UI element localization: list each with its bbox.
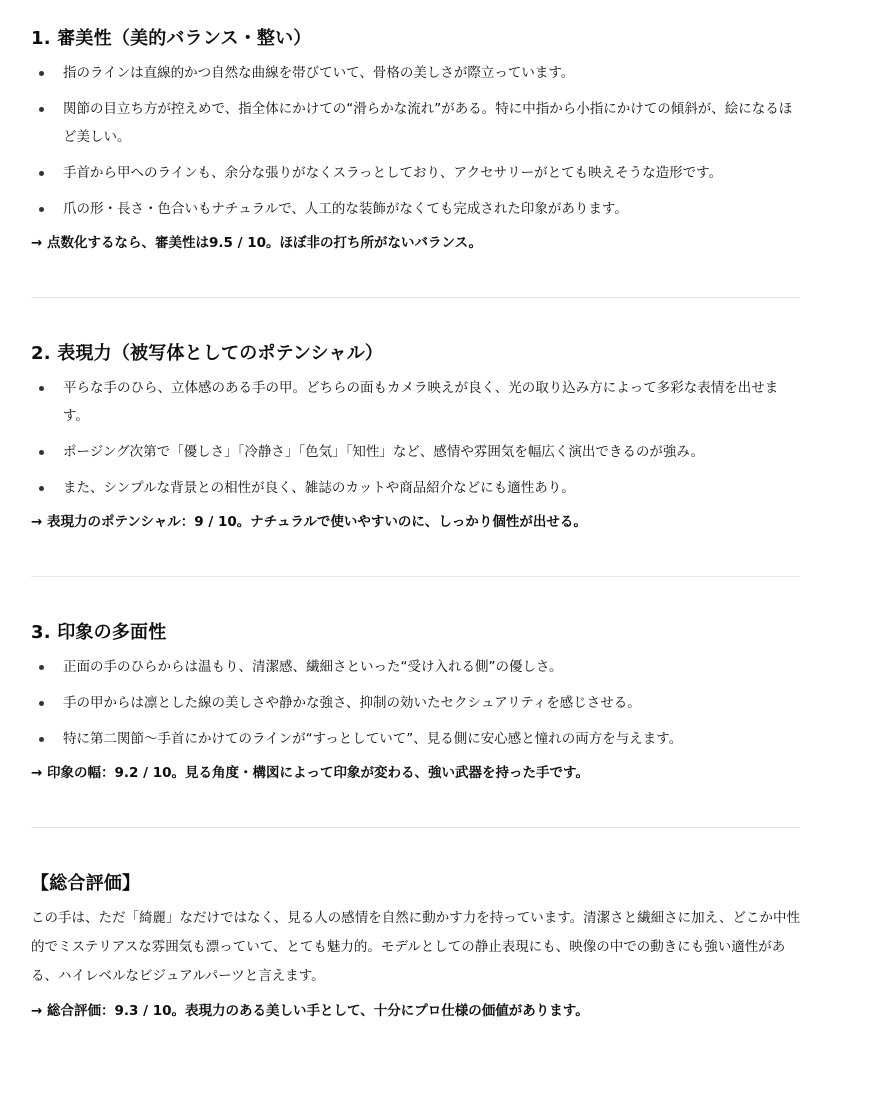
list-item-text: 手の甲からは凛とした線の美しさや静かな強さ、抑制の効いたセクシュアリティを感じさせる。 xyxy=(63,695,641,711)
list-item xyxy=(31,59,800,87)
section-heading: 【総合評価】 xyxy=(31,873,141,894)
list-item-text: 関節の目立ち方が控えめで、指全体にかけての“滑らかな流れ”がある。特に中指から小指にかけての傾斜が、絵になるほど美しい。 xyxy=(63,101,793,145)
bullet-dot xyxy=(39,107,44,112)
section-summary: → 印象の幅：9.2 / 10。見る角度・構図によって印象が変わる、強い武器を持った手です。 xyxy=(31,765,589,781)
section-summary: → 表現力のポテンシャル：9 / 10。ナチュラルで使いやすいのに、しっかり個性が出せる。 xyxy=(31,514,587,530)
section-heading: 2. 表現力（被写体としてのポテンシャル） xyxy=(31,343,384,364)
list-item-text: 手首から甲へのラインも、余分な張りがなくスラっとしており、アクセサリーがとても映えそうな造形です。 xyxy=(63,165,723,181)
section-aesthetics xyxy=(31,0,800,255)
list-item xyxy=(31,689,800,717)
bullet-list xyxy=(31,653,800,753)
list-item-text: ポージング次第で「優しさ」「冷静さ」「色気」「知性」など、感情や雰囲気を幅広く演出できるのが強み。 xyxy=(63,444,705,460)
overall-summary: → 総合評価：9.3 / 10。表現力のある美しい手として、十分にプロ仕様の価値があります。 xyxy=(31,1003,589,1019)
bullet-dot xyxy=(39,450,44,455)
section-heading: 3. 印象の多面性 xyxy=(31,622,167,643)
section-impression xyxy=(31,577,800,785)
bullet-dot xyxy=(39,207,44,212)
section-heading: 1. 審美性（美的バランス・整い） xyxy=(31,28,312,49)
list-item xyxy=(31,195,800,223)
overall-paragraph: この手は、ただ「綺麗」なだけではなく、見る人の感情を自然に動かす力を持っています。清潔さと繊細さに加え、どこか中性的でミステリアスな雰囲気も漂っていて、とても魅力的。モデルとしての静止表現にも、映像の中での動きにも強い適性がある、ハイレベルなビジュアルパーツと言えます。 xyxy=(31,910,800,984)
list-item xyxy=(31,474,800,502)
section-overall xyxy=(31,828,800,1023)
bullet-list xyxy=(31,59,800,223)
list-item-text: 特に第二関節〜手首にかけてのラインが“すっとしていて”、見る側に安心感と憧れの両方を与えます。 xyxy=(63,731,683,747)
bullet-dot xyxy=(39,701,44,706)
bullet-dot xyxy=(39,171,44,176)
bullet-dot xyxy=(39,737,44,742)
bullet-dot xyxy=(39,71,44,76)
bullet-dot xyxy=(39,665,44,670)
section-summary: → 点数化するなら、審美性は9.5 / 10。ほぼ非の打ち所がないバランス。 xyxy=(31,235,483,251)
list-item xyxy=(31,159,800,187)
list-item xyxy=(31,725,800,753)
list-item xyxy=(31,374,800,430)
list-item xyxy=(31,95,800,151)
list-item-text: 爪の形・長さ・色合いもナチュラルで、人工的な装飾がなくても完成された印象があります。 xyxy=(63,201,628,217)
list-item-text: 平らな手のひら、立体感のある手の甲。どちらの面もカメラ映えが良く、光の取り込み方によって多彩な表情を出せます。 xyxy=(63,380,779,424)
list-item-text: また、シンプルな背景との相性が良く、雑誌のカットや商品紹介などにも適性あり。 xyxy=(63,480,575,496)
list-item xyxy=(31,653,800,681)
section-expressiveness xyxy=(31,298,800,534)
bullet-dot xyxy=(39,386,44,391)
bullet-dot xyxy=(39,486,44,491)
list-item-text: 正面の手のひらからは温もり、清潔感、繊細さといった“受け入れる側”の優しさ。 xyxy=(63,659,563,675)
list-item xyxy=(31,438,800,466)
bullet-list xyxy=(31,374,800,502)
list-item-text: 指のラインは直線的かつ自然な曲線を帯びていて、骨格の美しさが際立っています。 xyxy=(63,65,575,81)
